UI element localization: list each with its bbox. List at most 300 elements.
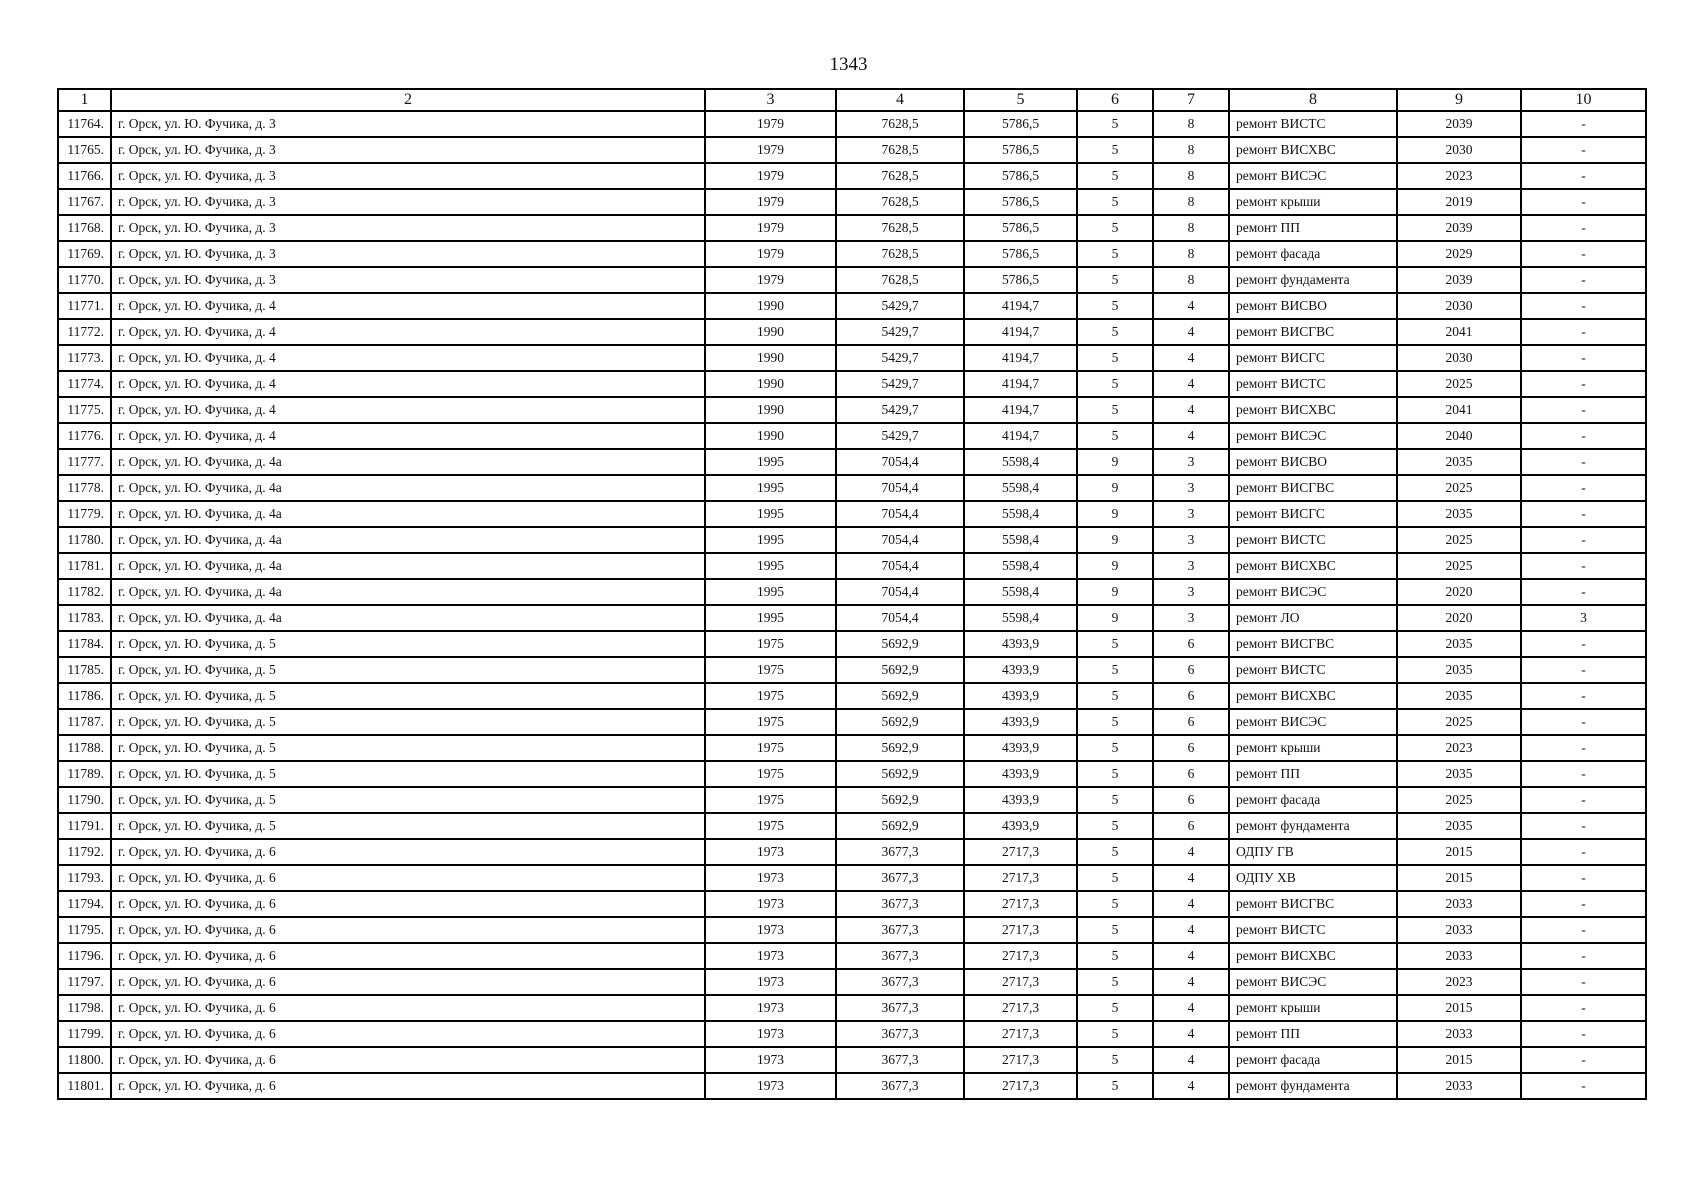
- floors-cell: 5: [1077, 891, 1153, 917]
- living-area-cell: 5598,4: [964, 449, 1077, 475]
- total-area-cell: 7628,5: [836, 137, 964, 163]
- planned-year-cell: 2035: [1397, 761, 1521, 787]
- table-row: [58, 345, 1646, 371]
- note-cell: -: [1521, 293, 1646, 319]
- row-number-cell: 11786.: [58, 683, 111, 709]
- table-row: [58, 605, 1646, 631]
- living-area-cell: 4393,9: [964, 735, 1077, 761]
- table-row: [58, 215, 1646, 241]
- living-area-cell: 4393,9: [964, 761, 1077, 787]
- row-number-cell: 11776.: [58, 423, 111, 449]
- note-cell: -: [1521, 475, 1646, 501]
- work-type-cell: ремонт фасада: [1229, 241, 1397, 267]
- year-cell: 1995: [705, 579, 836, 605]
- work-type-cell: ремонт ВИСГВС: [1229, 319, 1397, 345]
- work-type-cell: ремонт ВИСЭС: [1229, 969, 1397, 995]
- total-area-cell: 7054,4: [836, 527, 964, 553]
- living-area-cell: 4194,7: [964, 371, 1077, 397]
- note-cell: -: [1521, 1073, 1646, 1099]
- entrances-cell: 3: [1153, 449, 1229, 475]
- note-cell: -: [1521, 111, 1646, 137]
- column-header-2: 2: [111, 89, 705, 111]
- address-cell: г. Орск, ул. Ю. Фучика, д. 4а: [111, 475, 705, 501]
- entrances-cell: 4: [1153, 293, 1229, 319]
- planned-year-cell: 2030: [1397, 293, 1521, 319]
- planned-year-cell: 2025: [1397, 787, 1521, 813]
- planned-year-cell: 2025: [1397, 527, 1521, 553]
- year-cell: 1990: [705, 345, 836, 371]
- floors-cell: 5: [1077, 1021, 1153, 1047]
- work-type-cell: ремонт ПП: [1229, 761, 1397, 787]
- total-area-cell: 5429,7: [836, 345, 964, 371]
- total-area-cell: 3677,3: [836, 865, 964, 891]
- column-header-3: 3: [705, 89, 836, 111]
- work-type-cell: ремонт ВИСХВС: [1229, 683, 1397, 709]
- note-cell: -: [1521, 735, 1646, 761]
- floors-cell: 5: [1077, 215, 1153, 241]
- row-number-cell: 11790.: [58, 787, 111, 813]
- planned-year-cell: 2041: [1397, 397, 1521, 423]
- entrances-cell: 8: [1153, 241, 1229, 267]
- work-type-cell: ремонт крыши: [1229, 735, 1397, 761]
- note-cell: -: [1521, 943, 1646, 969]
- note-cell: -: [1521, 657, 1646, 683]
- address-cell: г. Орск, ул. Ю. Фучика, д. 4: [111, 293, 705, 319]
- table-row: [58, 423, 1646, 449]
- year-cell: 1973: [705, 1047, 836, 1073]
- planned-year-cell: 2023: [1397, 969, 1521, 995]
- address-cell: г. Орск, ул. Ю. Фучика, д. 5: [111, 657, 705, 683]
- column-header-6: 6: [1077, 89, 1153, 111]
- entrances-cell: 6: [1153, 683, 1229, 709]
- total-area-cell: 7628,5: [836, 215, 964, 241]
- planned-year-cell: 2025: [1397, 371, 1521, 397]
- entrances-cell: 8: [1153, 137, 1229, 163]
- year-cell: 1979: [705, 241, 836, 267]
- planned-year-cell: 2040: [1397, 423, 1521, 449]
- floors-cell: 5: [1077, 163, 1153, 189]
- year-cell: 1973: [705, 1021, 836, 1047]
- year-cell: 1990: [705, 397, 836, 423]
- planned-year-cell: 2015: [1397, 865, 1521, 891]
- entrances-cell: 6: [1153, 813, 1229, 839]
- floors-cell: 5: [1077, 189, 1153, 215]
- year-cell: 1979: [705, 189, 836, 215]
- address-cell: г. Орск, ул. Ю. Фучика, д. 6: [111, 1073, 705, 1099]
- planned-year-cell: 2025: [1397, 553, 1521, 579]
- year-cell: 1975: [705, 709, 836, 735]
- planned-year-cell: 2035: [1397, 683, 1521, 709]
- total-area-cell: 5429,7: [836, 293, 964, 319]
- work-type-cell: ремонт ПП: [1229, 1021, 1397, 1047]
- year-cell: 1973: [705, 839, 836, 865]
- floors-cell: 5: [1077, 1047, 1153, 1073]
- living-area-cell: 4194,7: [964, 293, 1077, 319]
- entrances-cell: 6: [1153, 631, 1229, 657]
- table-body: [58, 111, 1646, 1099]
- planned-year-cell: 2023: [1397, 735, 1521, 761]
- note-cell: -: [1521, 423, 1646, 449]
- header-row: [58, 89, 1646, 111]
- work-type-cell: ремонт ПП: [1229, 215, 1397, 241]
- work-type-cell: ремонт фундамента: [1229, 1073, 1397, 1099]
- table-row: [58, 891, 1646, 917]
- note-cell: -: [1521, 371, 1646, 397]
- total-area-cell: 5429,7: [836, 397, 964, 423]
- year-cell: 1979: [705, 267, 836, 293]
- entrances-cell: 3: [1153, 579, 1229, 605]
- floors-cell: 5: [1077, 1073, 1153, 1099]
- floors-cell: 5: [1077, 137, 1153, 163]
- floors-cell: 5: [1077, 761, 1153, 787]
- living-area-cell: 4393,9: [964, 709, 1077, 735]
- year-cell: 1973: [705, 995, 836, 1021]
- year-cell: 1975: [705, 787, 836, 813]
- total-area-cell: 5692,9: [836, 761, 964, 787]
- year-cell: 1973: [705, 1073, 836, 1099]
- living-area-cell: 5786,5: [964, 215, 1077, 241]
- work-type-cell: ОДПУ ХВ: [1229, 865, 1397, 891]
- table-row: [58, 475, 1646, 501]
- living-area-cell: 4393,9: [964, 683, 1077, 709]
- living-area-cell: 5786,5: [964, 267, 1077, 293]
- address-cell: г. Орск, ул. Ю. Фучика, д. 4: [111, 319, 705, 345]
- floors-cell: 5: [1077, 995, 1153, 1021]
- table-row: [58, 1073, 1646, 1099]
- planned-year-cell: 2041: [1397, 319, 1521, 345]
- table-row: [58, 111, 1646, 137]
- living-area-cell: 2717,3: [964, 865, 1077, 891]
- entrances-cell: 8: [1153, 267, 1229, 293]
- floors-cell: 5: [1077, 813, 1153, 839]
- floors-cell: 5: [1077, 423, 1153, 449]
- entrances-cell: 4: [1153, 397, 1229, 423]
- work-type-cell: ремонт крыши: [1229, 995, 1397, 1021]
- row-number-cell: 11788.: [58, 735, 111, 761]
- total-area-cell: 7628,5: [836, 241, 964, 267]
- floors-cell: 5: [1077, 657, 1153, 683]
- living-area-cell: 2717,3: [964, 1073, 1077, 1099]
- living-area-cell: 4194,7: [964, 345, 1077, 371]
- table-row: [58, 449, 1646, 475]
- floors-cell: 5: [1077, 943, 1153, 969]
- entrances-cell: 8: [1153, 111, 1229, 137]
- work-type-cell: ремонт ВИСВО: [1229, 293, 1397, 319]
- total-area-cell: 5692,9: [836, 787, 964, 813]
- floors-cell: 5: [1077, 709, 1153, 735]
- note-cell: -: [1521, 553, 1646, 579]
- note-cell: -: [1521, 865, 1646, 891]
- total-area-cell: 7054,4: [836, 579, 964, 605]
- entrances-cell: 6: [1153, 761, 1229, 787]
- table-row: [58, 761, 1646, 787]
- planned-year-cell: 2035: [1397, 813, 1521, 839]
- total-area-cell: 3677,3: [836, 1021, 964, 1047]
- year-cell: 1979: [705, 111, 836, 137]
- total-area-cell: 5692,9: [836, 709, 964, 735]
- entrances-cell: 6: [1153, 657, 1229, 683]
- note-cell: -: [1521, 163, 1646, 189]
- note-cell: -: [1521, 995, 1646, 1021]
- living-area-cell: 5786,5: [964, 189, 1077, 215]
- column-header-9: 9: [1397, 89, 1521, 111]
- floors-cell: 5: [1077, 293, 1153, 319]
- living-area-cell: 2717,3: [964, 995, 1077, 1021]
- total-area-cell: 3677,3: [836, 1047, 964, 1073]
- row-number-cell: 11773.: [58, 345, 111, 371]
- table-row: [58, 839, 1646, 865]
- row-number-cell: 11797.: [58, 969, 111, 995]
- work-type-cell: ремонт ВИСТС: [1229, 527, 1397, 553]
- address-cell: г. Орск, ул. Ю. Фучика, д. 3: [111, 215, 705, 241]
- repair-schedule-table: [57, 88, 1647, 1100]
- floors-cell: 9: [1077, 475, 1153, 501]
- work-type-cell: ремонт фундамента: [1229, 813, 1397, 839]
- work-type-cell: ремонт фундамента: [1229, 267, 1397, 293]
- row-number-cell: 11778.: [58, 475, 111, 501]
- note-cell: -: [1521, 631, 1646, 657]
- floors-cell: 5: [1077, 683, 1153, 709]
- floors-cell: 5: [1077, 241, 1153, 267]
- work-type-cell: ремонт ВИСТС: [1229, 657, 1397, 683]
- planned-year-cell: 2025: [1397, 709, 1521, 735]
- note-cell: -: [1521, 215, 1646, 241]
- work-type-cell: ремонт ВИСЭС: [1229, 163, 1397, 189]
- table-row: [58, 267, 1646, 293]
- note-cell: -: [1521, 813, 1646, 839]
- note-cell: -: [1521, 579, 1646, 605]
- entrances-cell: 3: [1153, 527, 1229, 553]
- table-row: [58, 527, 1646, 553]
- note-cell: -: [1521, 969, 1646, 995]
- column-header-5: 5: [964, 89, 1077, 111]
- row-number-cell: 11785.: [58, 657, 111, 683]
- year-cell: 1979: [705, 215, 836, 241]
- year-cell: 1975: [705, 761, 836, 787]
- table-row: [58, 709, 1646, 735]
- row-number-cell: 11780.: [58, 527, 111, 553]
- living-area-cell: 4194,7: [964, 397, 1077, 423]
- note-cell: -: [1521, 891, 1646, 917]
- total-area-cell: 7054,4: [836, 553, 964, 579]
- entrances-cell: 8: [1153, 163, 1229, 189]
- year-cell: 1995: [705, 475, 836, 501]
- total-area-cell: 5692,9: [836, 657, 964, 683]
- row-number-cell: 11768.: [58, 215, 111, 241]
- address-cell: г. Орск, ул. Ю. Фучика, д. 6: [111, 891, 705, 917]
- total-area-cell: 5429,7: [836, 423, 964, 449]
- living-area-cell: 4393,9: [964, 787, 1077, 813]
- total-area-cell: 3677,3: [836, 1073, 964, 1099]
- address-cell: г. Орск, ул. Ю. Фучика, д. 4: [111, 345, 705, 371]
- entrances-cell: 3: [1153, 553, 1229, 579]
- row-number-cell: 11772.: [58, 319, 111, 345]
- work-type-cell: ремонт ВИСГВС: [1229, 631, 1397, 657]
- entrances-cell: 4: [1153, 371, 1229, 397]
- work-type-cell: ремонт ВИСХВС: [1229, 137, 1397, 163]
- table-row: [58, 631, 1646, 657]
- total-area-cell: 3677,3: [836, 995, 964, 1021]
- entrances-cell: 3: [1153, 475, 1229, 501]
- address-cell: г. Орск, ул. Ю. Фучика, д. 4а: [111, 605, 705, 631]
- row-number-cell: 11787.: [58, 709, 111, 735]
- floors-cell: 5: [1077, 631, 1153, 657]
- total-area-cell: 5429,7: [836, 371, 964, 397]
- row-number-cell: 11801.: [58, 1073, 111, 1099]
- entrances-cell: 4: [1153, 917, 1229, 943]
- address-cell: г. Орск, ул. Ю. Фучика, д. 4а: [111, 579, 705, 605]
- address-cell: г. Орск, ул. Ю. Фучика, д. 3: [111, 267, 705, 293]
- note-cell: -: [1521, 267, 1646, 293]
- page-number: 1343: [829, 54, 868, 75]
- work-type-cell: ремонт ВИСЭС: [1229, 709, 1397, 735]
- address-cell: г. Орск, ул. Ю. Фучика, д. 4: [111, 371, 705, 397]
- planned-year-cell: 2039: [1397, 111, 1521, 137]
- address-cell: г. Орск, ул. Ю. Фучика, д. 3: [111, 137, 705, 163]
- year-cell: 1979: [705, 163, 836, 189]
- column-header-10: 10: [1521, 89, 1646, 111]
- note-cell: -: [1521, 1021, 1646, 1047]
- year-cell: 1975: [705, 631, 836, 657]
- planned-year-cell: 2035: [1397, 631, 1521, 657]
- table-row: [58, 501, 1646, 527]
- table-row: [58, 943, 1646, 969]
- work-type-cell: ремонт фасада: [1229, 787, 1397, 813]
- year-cell: 1973: [705, 865, 836, 891]
- work-type-cell: ремонт ВИСЭС: [1229, 423, 1397, 449]
- living-area-cell: 2717,3: [964, 1021, 1077, 1047]
- year-cell: 1973: [705, 969, 836, 995]
- entrances-cell: 3: [1153, 605, 1229, 631]
- work-type-cell: ремонт ВИСТС: [1229, 371, 1397, 397]
- row-number-cell: 11799.: [58, 1021, 111, 1047]
- note-cell: -: [1521, 683, 1646, 709]
- floors-cell: 9: [1077, 449, 1153, 475]
- work-type-cell: ремонт крыши: [1229, 189, 1397, 215]
- table-row: [58, 787, 1646, 813]
- note-cell: -: [1521, 501, 1646, 527]
- table-row: [58, 995, 1646, 1021]
- note-cell: -: [1521, 319, 1646, 345]
- planned-year-cell: 2035: [1397, 657, 1521, 683]
- floors-cell: 5: [1077, 787, 1153, 813]
- row-number-cell: 11796.: [58, 943, 111, 969]
- year-cell: 1995: [705, 449, 836, 475]
- row-number-cell: 11783.: [58, 605, 111, 631]
- year-cell: 1975: [705, 683, 836, 709]
- planned-year-cell: 2020: [1397, 605, 1521, 631]
- year-cell: 1995: [705, 553, 836, 579]
- note-cell: -: [1521, 189, 1646, 215]
- total-area-cell: 5692,9: [836, 735, 964, 761]
- floors-cell: 5: [1077, 397, 1153, 423]
- planned-year-cell: 2030: [1397, 137, 1521, 163]
- entrances-cell: 4: [1153, 891, 1229, 917]
- year-cell: 1995: [705, 501, 836, 527]
- entrances-cell: 4: [1153, 319, 1229, 345]
- floors-cell: 5: [1077, 865, 1153, 891]
- work-type-cell: ремонт фасада: [1229, 1047, 1397, 1073]
- note-cell: -: [1521, 761, 1646, 787]
- entrances-cell: 8: [1153, 215, 1229, 241]
- living-area-cell: 5786,5: [964, 137, 1077, 163]
- living-area-cell: 5598,4: [964, 527, 1077, 553]
- address-cell: г. Орск, ул. Ю. Фучика, д. 5: [111, 761, 705, 787]
- floors-cell: 5: [1077, 917, 1153, 943]
- planned-year-cell: 2033: [1397, 891, 1521, 917]
- table-row: [58, 553, 1646, 579]
- note-cell: -: [1521, 527, 1646, 553]
- total-area-cell: 7054,4: [836, 501, 964, 527]
- address-cell: г. Орск, ул. Ю. Фучика, д. 5: [111, 631, 705, 657]
- row-number-cell: 11791.: [58, 813, 111, 839]
- floors-cell: 5: [1077, 735, 1153, 761]
- entrances-cell: 4: [1153, 943, 1229, 969]
- planned-year-cell: 2020: [1397, 579, 1521, 605]
- total-area-cell: 5429,7: [836, 319, 964, 345]
- row-number-cell: 11781.: [58, 553, 111, 579]
- row-number-cell: 11775.: [58, 397, 111, 423]
- year-cell: 1990: [705, 423, 836, 449]
- living-area-cell: 5786,5: [964, 111, 1077, 137]
- living-area-cell: 4393,9: [964, 631, 1077, 657]
- year-cell: 1979: [705, 137, 836, 163]
- entrances-cell: 4: [1153, 1021, 1229, 1047]
- row-number-cell: 11793.: [58, 865, 111, 891]
- planned-year-cell: 2033: [1397, 917, 1521, 943]
- total-area-cell: 7628,5: [836, 163, 964, 189]
- total-area-cell: 5692,9: [836, 631, 964, 657]
- note-cell: -: [1521, 709, 1646, 735]
- note-cell: -: [1521, 917, 1646, 943]
- entrances-cell: 4: [1153, 839, 1229, 865]
- floors-cell: 5: [1077, 371, 1153, 397]
- year-cell: 1975: [705, 657, 836, 683]
- address-cell: г. Орск, ул. Ю. Фучика, д. 4: [111, 397, 705, 423]
- note-cell: -: [1521, 345, 1646, 371]
- note-cell: -: [1521, 449, 1646, 475]
- planned-year-cell: 2015: [1397, 1047, 1521, 1073]
- table-row: [58, 917, 1646, 943]
- address-cell: г. Орск, ул. Ю. Фучика, д. 4а: [111, 553, 705, 579]
- living-area-cell: 4194,7: [964, 319, 1077, 345]
- table-row: [58, 735, 1646, 761]
- entrances-cell: 4: [1153, 1047, 1229, 1073]
- work-type-cell: ремонт ВИСХВС: [1229, 397, 1397, 423]
- address-cell: г. Орск, ул. Ю. Фучика, д. 4а: [111, 501, 705, 527]
- row-number-cell: 11794.: [58, 891, 111, 917]
- table-row: [58, 1047, 1646, 1073]
- total-area-cell: 3677,3: [836, 839, 964, 865]
- work-type-cell: ремонт ВИСГВС: [1229, 891, 1397, 917]
- row-number-cell: 11770.: [58, 267, 111, 293]
- year-cell: 1975: [705, 813, 836, 839]
- column-header-7: 7: [1153, 89, 1229, 111]
- address-cell: г. Орск, ул. Ю. Фучика, д. 4а: [111, 449, 705, 475]
- address-cell: г. Орск, ул. Ю. Фучика, д. 5: [111, 735, 705, 761]
- note-cell: -: [1521, 787, 1646, 813]
- row-number-cell: 11784.: [58, 631, 111, 657]
- living-area-cell: 5598,4: [964, 501, 1077, 527]
- planned-year-cell: 2030: [1397, 345, 1521, 371]
- address-cell: г. Орск, ул. Ю. Фучика, д. 6: [111, 995, 705, 1021]
- year-cell: 1973: [705, 917, 836, 943]
- planned-year-cell: 2023: [1397, 163, 1521, 189]
- work-type-cell: ремонт ВИСХВС: [1229, 553, 1397, 579]
- entrances-cell: 4: [1153, 969, 1229, 995]
- living-area-cell: 2717,3: [964, 1047, 1077, 1073]
- entrances-cell: 6: [1153, 709, 1229, 735]
